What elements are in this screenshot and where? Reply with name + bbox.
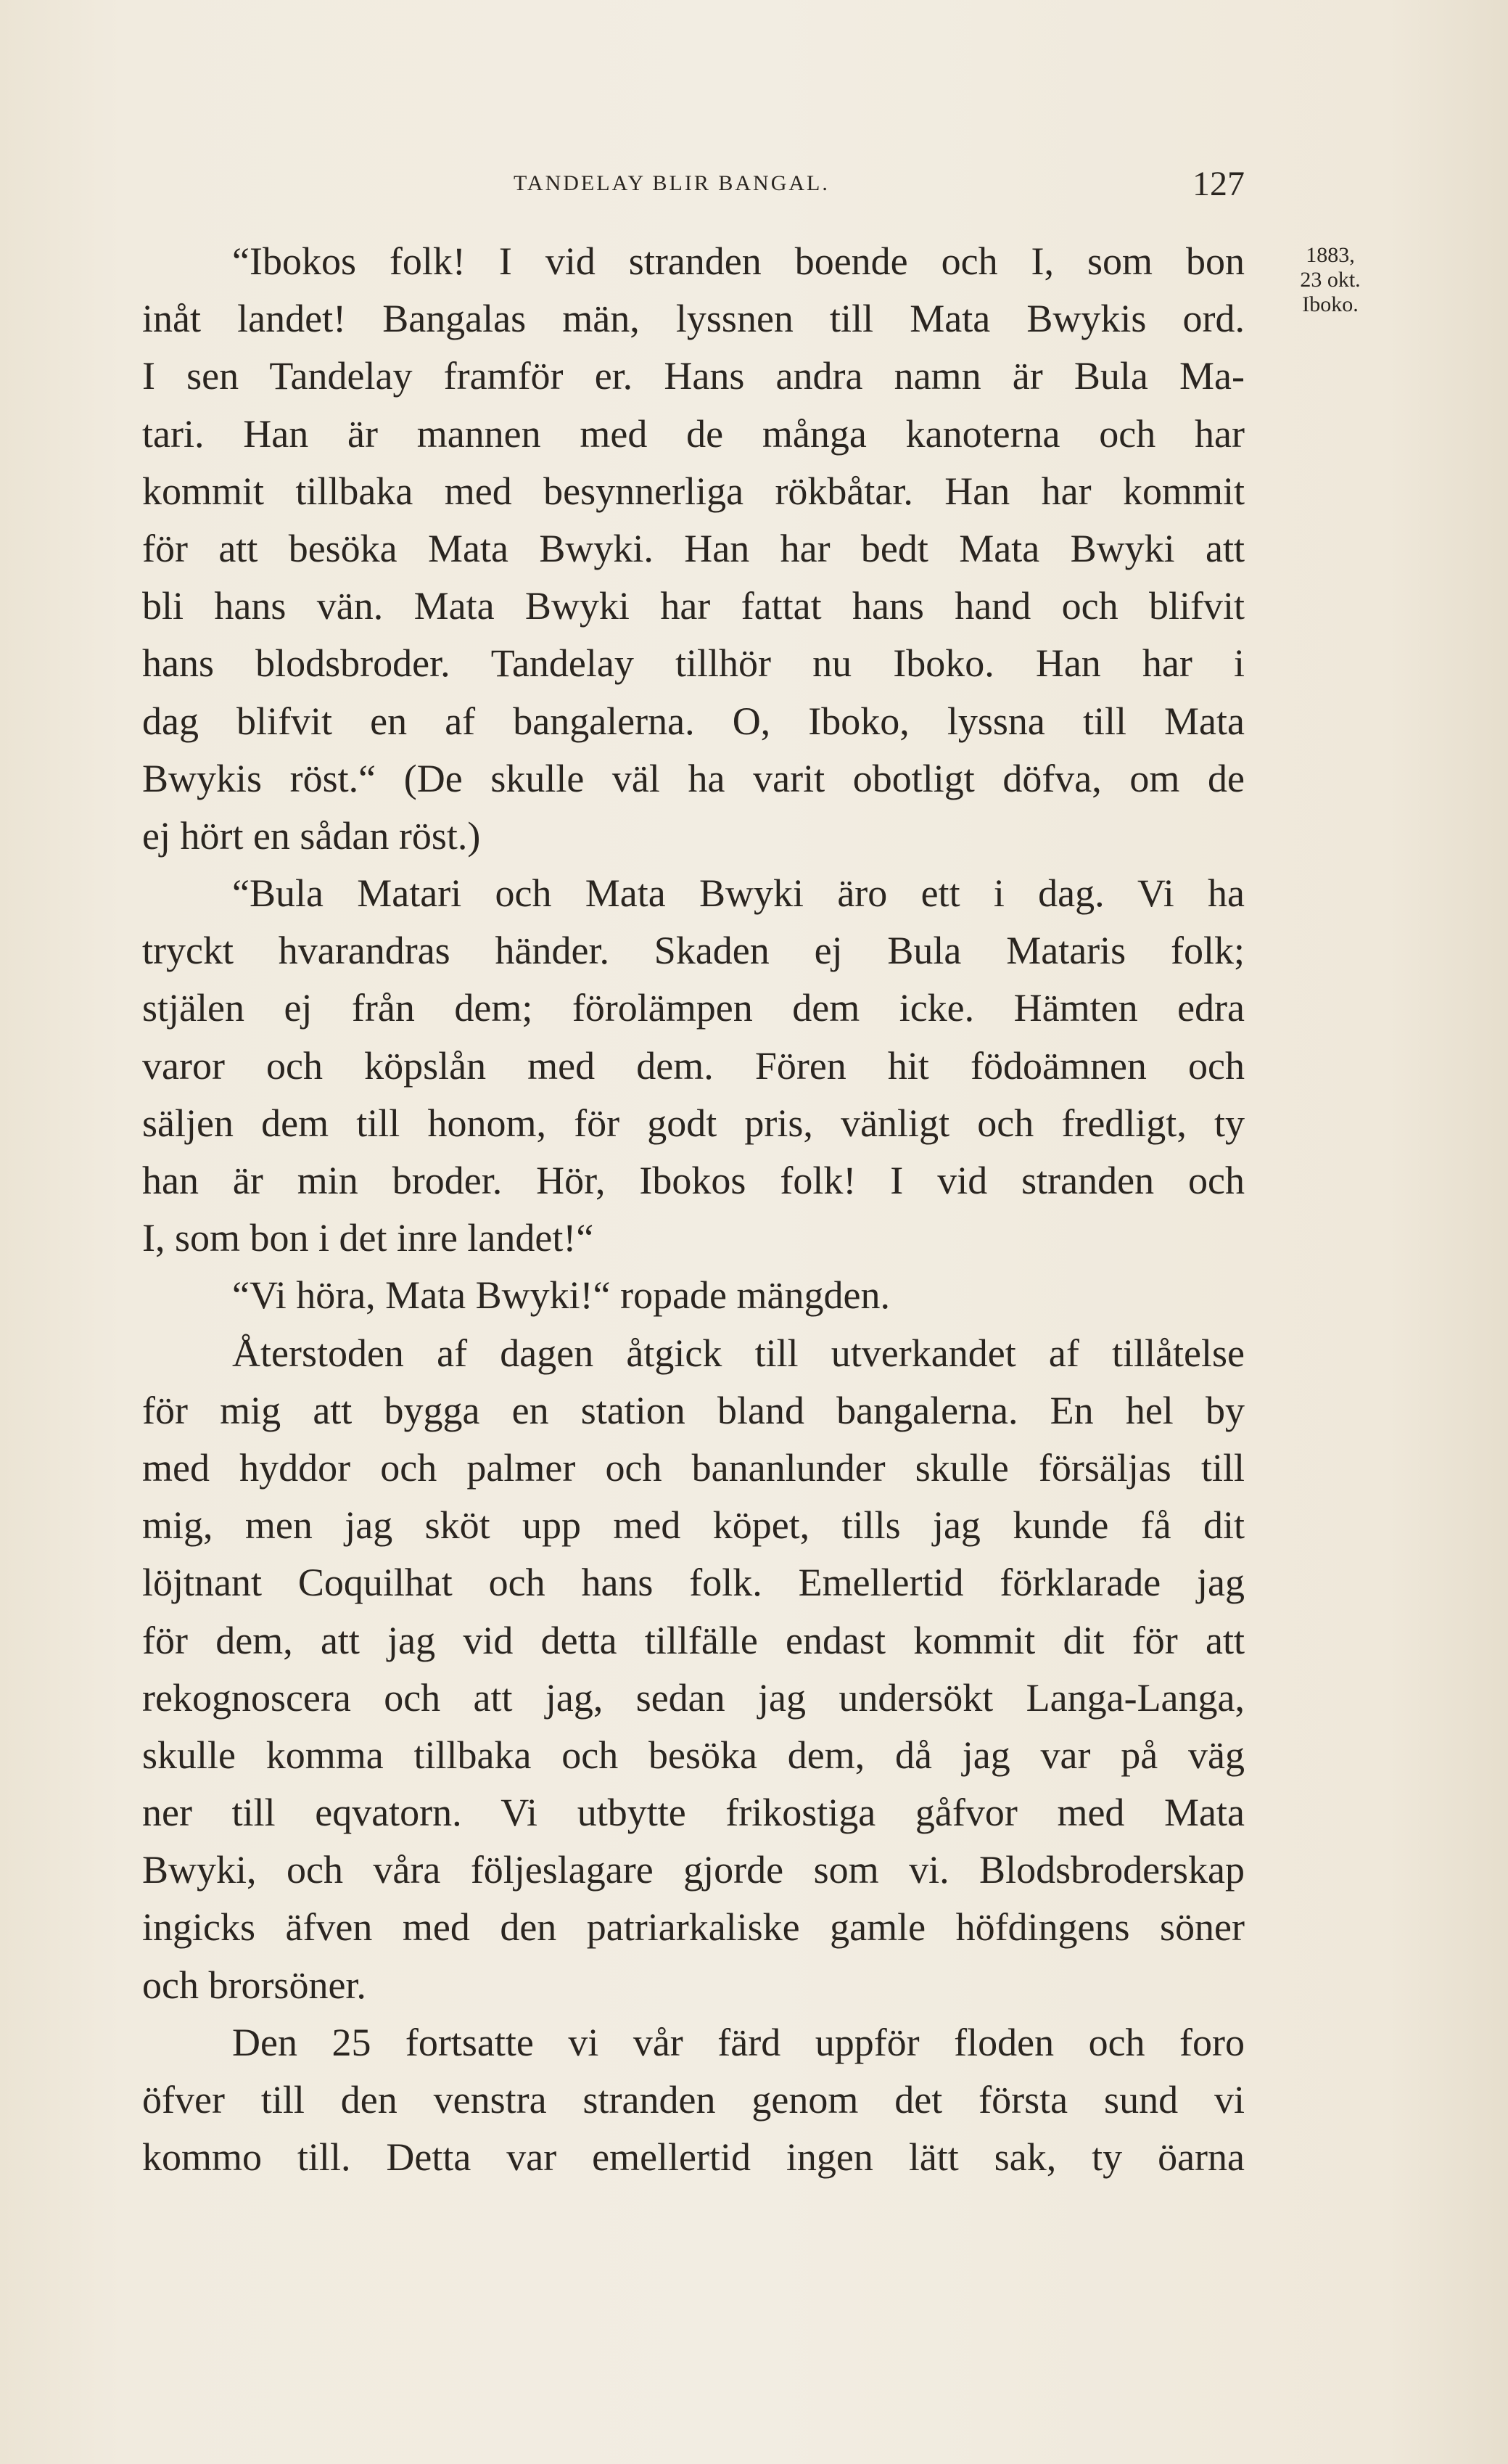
text-line: rekognoscera och att jag, sedan jag undersökt Langa-Langa, [142, 1675, 1245, 1720]
margin-note [1287, 243, 1374, 317]
text-line: Den 25 fortsatte vi vår färd uppför floden och foro [232, 2020, 1245, 2064]
text-line: mig, men jag sköt upp med köpet, tills jag kunde få dit [142, 1503, 1245, 1548]
text-line: bli hans vän. Mata Bwyki har fattat hans hand och blifvit [142, 584, 1245, 628]
page-header [142, 164, 1245, 208]
text-line: löjtnant Coquilhat och hans folk. Emellertid förklarade jag [142, 1561, 1245, 1605]
body-text [142, 233, 1245, 2186]
text-line: ingicks äfven med den patriarkaliske gamle höfdingens söner [142, 1905, 1245, 1950]
margin-note-year: 1883, [1306, 243, 1355, 267]
text-line: I, som bon i det inre landet!“ [142, 1216, 594, 1260]
text-line: och brorsöner. [142, 1963, 366, 2007]
text-line: för dem, att jag vid detta tillfälle endast kommit dit för att [142, 1618, 1245, 1662]
text-line: inåt landet! Bangalas män, lyssnen till Mata Bwykis ord. [142, 297, 1245, 341]
text-line: skulle komma tillbaka och besöka dem, då jag var på väg [142, 1733, 1245, 1777]
margin-note-date: 23 okt. [1300, 268, 1361, 292]
text-line: med hyddor och palmer och bananlunder skulle försäljas till [142, 1445, 1245, 1490]
text-line: tari. Han är mannen med de många kanoterna och har [142, 411, 1245, 456]
text-line: han är min broder. Hör, Ibokos folk! I vid stranden och [142, 1159, 1245, 1202]
text-line: ner till eqvatorn. Vi utbytte frikostiga gåfvor med Mata [142, 1791, 1245, 1835]
text-line: “Ibokos folk! I vid stranden boende och I, som bon [232, 239, 1245, 283]
text-line: varor och köpslån med dem. Fören hit födoämnen och [142, 1043, 1245, 1088]
text-line: Återstoden af dagen åtgick till utverkandet af tillåtelse [232, 1331, 1245, 1375]
text-line: tryckt hvarandras händer. Skaden ej Bula Mataris folk; [142, 929, 1245, 973]
margin-note-place: Iboko. [1302, 292, 1359, 316]
text-line: stjälen ej från dem; förolämpen dem icke. Hämten edra [142, 986, 1245, 1030]
text-line: för att besöka Mata Bwyki. Han har bedt Mata Bwyki att [142, 526, 1245, 570]
text-line: “Bula Matari och Mata Bwyki äro ett i dag. Vi ha [232, 871, 1245, 916]
text-line: hans blodsbroder. Tandelay tillhör nu Iboko. Han har i [142, 641, 1245, 686]
text-line: “Vi höra, Mata Bwyki!“ ropade mängden. [232, 1273, 890, 1318]
text-line: öfver till den venstra stranden genom det första sund vi [142, 2078, 1245, 2122]
text-line: Bwyki, och våra följeslagare gjorde som vi. Blodsbroderskap [142, 1848, 1245, 1892]
text-line: ej hört en sådan röst.) [142, 813, 481, 858]
page-number: 127 [1192, 165, 1245, 203]
running-title: TANDELAY BLIR BANGAL. [514, 171, 830, 195]
text-line: för mig att bygga en station bland bangalerna. En hel by [142, 1388, 1245, 1432]
text-line: I sen Tandelay framför er. Hans andra namn är Bula Ma- [142, 354, 1245, 398]
text-line: säljen dem till honom, för godt pris, vänligt och fredligt, ty [142, 1101, 1245, 1145]
text-line: dag blifvit en af bangalerna. O, Iboko, lyssna till Mata [142, 699, 1245, 743]
text-line: kommo till. Detta var emellertid ingen lätt sak, ty öarna [142, 2135, 1245, 2180]
text-line: kommit tillbaka med besynnerliga rökbåtar. Han har kommit [142, 469, 1245, 513]
text-line: Bwykis röst.“ (De skulle väl ha varit obotligt döfva, om de [142, 756, 1245, 800]
